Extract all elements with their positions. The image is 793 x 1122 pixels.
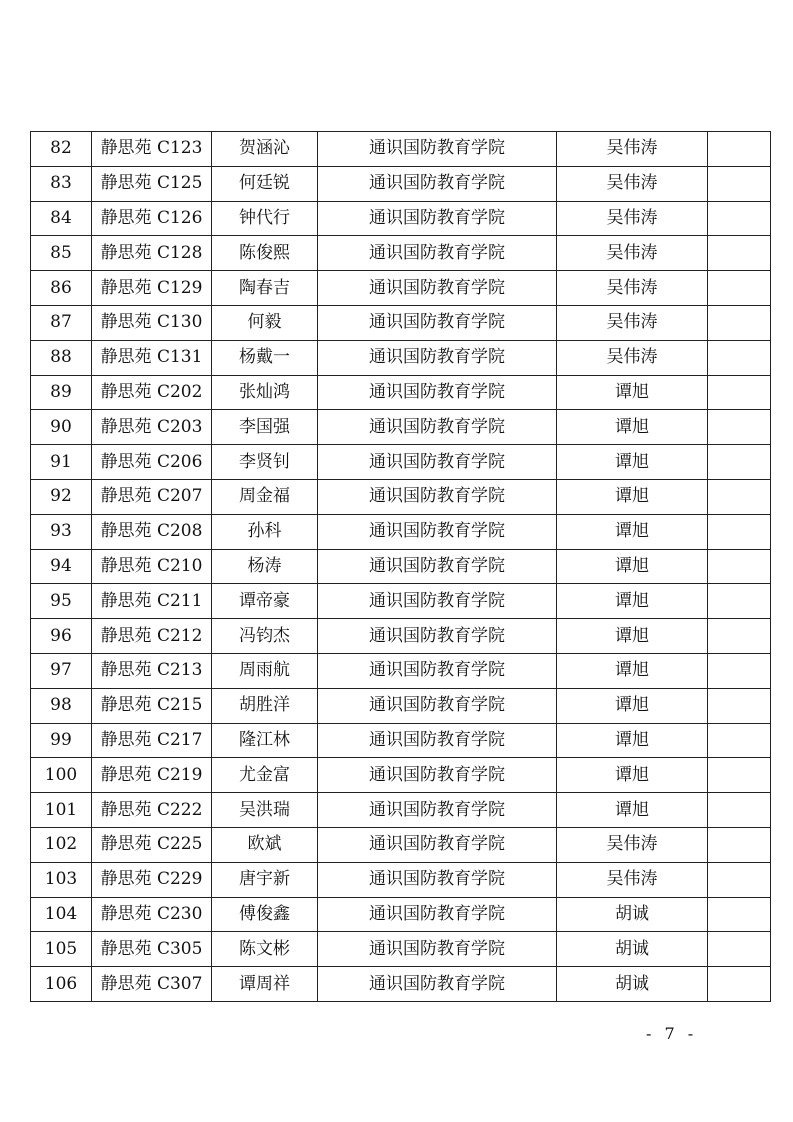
table-row bbox=[31, 132, 771, 167]
college-cell: 通识国防教育学院 bbox=[318, 619, 557, 654]
student-name-cell: 欧斌 bbox=[212, 827, 318, 862]
counselor-cell: 谭旭 bbox=[557, 688, 708, 723]
note-cell bbox=[708, 688, 771, 723]
table-row bbox=[31, 653, 771, 688]
student-name-cell: 尤金富 bbox=[212, 758, 318, 793]
room-cell: 静思苑 C128 bbox=[92, 236, 212, 271]
roster-table bbox=[30, 131, 771, 1002]
table-row bbox=[31, 619, 771, 654]
college-cell: 通识国防教育学院 bbox=[318, 897, 557, 932]
table-row bbox=[31, 166, 771, 201]
room-cell: 静思苑 C213 bbox=[92, 653, 212, 688]
note-cell bbox=[708, 619, 771, 654]
row-number-cell: 87 bbox=[31, 305, 92, 340]
note-cell bbox=[708, 827, 771, 862]
counselor-cell: 吴伟涛 bbox=[557, 166, 708, 201]
student-name-cell: 唐宇新 bbox=[212, 862, 318, 897]
note-cell bbox=[708, 653, 771, 688]
row-number-cell: 86 bbox=[31, 271, 92, 306]
row-number-cell: 93 bbox=[31, 514, 92, 549]
college-cell: 通识国防教育学院 bbox=[318, 653, 557, 688]
room-cell: 静思苑 C217 bbox=[92, 723, 212, 758]
note-cell bbox=[708, 897, 771, 932]
college-cell: 通识国防教育学院 bbox=[318, 236, 557, 271]
college-cell: 通识国防教育学院 bbox=[318, 514, 557, 549]
student-name-cell: 谭帝豪 bbox=[212, 584, 318, 619]
row-number-cell: 97 bbox=[31, 653, 92, 688]
student-name-cell: 谭周祥 bbox=[212, 967, 318, 1002]
college-cell: 通识国防教育学院 bbox=[318, 827, 557, 862]
room-cell: 静思苑 C207 bbox=[92, 479, 212, 514]
row-number-cell: 104 bbox=[31, 897, 92, 932]
note-cell bbox=[708, 132, 771, 167]
note-cell bbox=[708, 514, 771, 549]
room-cell: 静思苑 C219 bbox=[92, 758, 212, 793]
row-number-cell: 105 bbox=[31, 932, 92, 967]
note-cell bbox=[708, 862, 771, 897]
table-row bbox=[31, 445, 771, 480]
row-number-cell: 82 bbox=[31, 132, 92, 167]
college-cell: 通识国防教育学院 bbox=[318, 862, 557, 897]
room-cell: 静思苑 C210 bbox=[92, 549, 212, 584]
note-cell bbox=[708, 410, 771, 445]
table-row bbox=[31, 897, 771, 932]
note-cell bbox=[708, 375, 771, 410]
college-cell: 通识国防教育学院 bbox=[318, 932, 557, 967]
counselor-cell: 谭旭 bbox=[557, 619, 708, 654]
row-number-cell: 95 bbox=[31, 584, 92, 619]
room-cell: 静思苑 C212 bbox=[92, 619, 212, 654]
table-row bbox=[31, 932, 771, 967]
room-cell: 静思苑 C206 bbox=[92, 445, 212, 480]
note-cell bbox=[708, 584, 771, 619]
student-name-cell: 冯钧杰 bbox=[212, 619, 318, 654]
row-number-cell: 98 bbox=[31, 688, 92, 723]
college-cell: 通识国防教育学院 bbox=[318, 793, 557, 828]
college-cell: 通识国防教育学院 bbox=[318, 479, 557, 514]
college-cell: 通识国防教育学院 bbox=[318, 723, 557, 758]
student-name-cell: 何毅 bbox=[212, 305, 318, 340]
college-cell: 通识国防教育学院 bbox=[318, 340, 557, 375]
student-name-cell: 张灿鸿 bbox=[212, 375, 318, 410]
note-cell bbox=[708, 967, 771, 1002]
row-number-cell: 89 bbox=[31, 375, 92, 410]
room-cell: 静思苑 C211 bbox=[92, 584, 212, 619]
room-cell: 静思苑 C305 bbox=[92, 932, 212, 967]
room-cell: 静思苑 C208 bbox=[92, 514, 212, 549]
counselor-cell: 吴伟涛 bbox=[557, 201, 708, 236]
student-name-cell: 傅俊鑫 bbox=[212, 897, 318, 932]
room-cell: 静思苑 C129 bbox=[92, 271, 212, 306]
college-cell: 通识国防教育学院 bbox=[318, 758, 557, 793]
note-cell bbox=[708, 445, 771, 480]
room-cell: 静思苑 C131 bbox=[92, 340, 212, 375]
counselor-cell: 吴伟涛 bbox=[557, 132, 708, 167]
note-cell bbox=[708, 201, 771, 236]
student-name-cell: 陈俊熙 bbox=[212, 236, 318, 271]
table-row bbox=[31, 967, 771, 1002]
counselor-cell: 谭旭 bbox=[557, 410, 708, 445]
room-cell: 静思苑 C203 bbox=[92, 410, 212, 445]
row-number-cell: 90 bbox=[31, 410, 92, 445]
table-row bbox=[31, 758, 771, 793]
college-cell: 通识国防教育学院 bbox=[318, 584, 557, 619]
counselor-cell: 谭旭 bbox=[557, 479, 708, 514]
note-cell bbox=[708, 549, 771, 584]
room-cell: 静思苑 C229 bbox=[92, 862, 212, 897]
student-name-cell: 杨戴一 bbox=[212, 340, 318, 375]
counselor-cell: 吴伟涛 bbox=[557, 862, 708, 897]
row-number-cell: 102 bbox=[31, 827, 92, 862]
note-cell bbox=[708, 166, 771, 201]
table-row bbox=[31, 201, 771, 236]
college-cell: 通识国防教育学院 bbox=[318, 132, 557, 167]
table-row bbox=[31, 271, 771, 306]
row-number-cell: 83 bbox=[31, 166, 92, 201]
table-row bbox=[31, 827, 771, 862]
note-cell bbox=[708, 723, 771, 758]
room-cell: 静思苑 C130 bbox=[92, 305, 212, 340]
counselor-cell: 吴伟涛 bbox=[557, 236, 708, 271]
counselor-cell: 胡诚 bbox=[557, 932, 708, 967]
row-number-cell: 99 bbox=[31, 723, 92, 758]
table-row bbox=[31, 410, 771, 445]
student-name-cell: 隆江林 bbox=[212, 723, 318, 758]
table-row bbox=[31, 375, 771, 410]
table-row bbox=[31, 723, 771, 758]
counselor-cell: 吴伟涛 bbox=[557, 271, 708, 306]
table-row bbox=[31, 236, 771, 271]
college-cell: 通识国防教育学院 bbox=[318, 445, 557, 480]
row-number-cell: 92 bbox=[31, 479, 92, 514]
counselor-cell: 谭旭 bbox=[557, 793, 708, 828]
college-cell: 通识国防教育学院 bbox=[318, 305, 557, 340]
table-row bbox=[31, 340, 771, 375]
row-number-cell: 85 bbox=[31, 236, 92, 271]
college-cell: 通识国防教育学院 bbox=[318, 166, 557, 201]
note-cell bbox=[708, 236, 771, 271]
counselor-cell: 谭旭 bbox=[557, 758, 708, 793]
room-cell: 静思苑 C307 bbox=[92, 967, 212, 1002]
table-row bbox=[31, 549, 771, 584]
note-cell bbox=[708, 271, 771, 306]
student-name-cell: 贺涵沁 bbox=[212, 132, 318, 167]
room-cell: 静思苑 C123 bbox=[92, 132, 212, 167]
room-cell: 静思苑 C202 bbox=[92, 375, 212, 410]
student-name-cell: 周雨航 bbox=[212, 653, 318, 688]
room-cell: 静思苑 C125 bbox=[92, 166, 212, 201]
student-name-cell: 李贤钊 bbox=[212, 445, 318, 480]
row-number-cell: 94 bbox=[31, 549, 92, 584]
row-number-cell: 91 bbox=[31, 445, 92, 480]
student-name-cell: 李国强 bbox=[212, 410, 318, 445]
counselor-cell: 吴伟涛 bbox=[557, 827, 708, 862]
student-name-cell: 吴洪瑞 bbox=[212, 793, 318, 828]
college-cell: 通识国防教育学院 bbox=[318, 201, 557, 236]
counselor-cell: 谭旭 bbox=[557, 445, 708, 480]
note-cell bbox=[708, 758, 771, 793]
table-row bbox=[31, 514, 771, 549]
room-cell: 静思苑 C222 bbox=[92, 793, 212, 828]
college-cell: 通识国防教育学院 bbox=[318, 375, 557, 410]
table-row bbox=[31, 688, 771, 723]
student-name-cell: 杨涛 bbox=[212, 549, 318, 584]
room-cell: 静思苑 C215 bbox=[92, 688, 212, 723]
student-name-cell: 钟代行 bbox=[212, 201, 318, 236]
row-number-cell: 101 bbox=[31, 793, 92, 828]
student-name-cell: 胡胜洋 bbox=[212, 688, 318, 723]
note-cell bbox=[708, 305, 771, 340]
row-number-cell: 100 bbox=[31, 758, 92, 793]
row-number-cell: 106 bbox=[31, 967, 92, 1002]
counselor-cell: 谭旭 bbox=[557, 375, 708, 410]
college-cell: 通识国防教育学院 bbox=[318, 549, 557, 584]
note-cell bbox=[708, 793, 771, 828]
counselor-cell: 谭旭 bbox=[557, 653, 708, 688]
note-cell bbox=[708, 479, 771, 514]
counselor-cell: 胡诚 bbox=[557, 897, 708, 932]
row-number-cell: 96 bbox=[31, 619, 92, 654]
student-name-cell: 孙科 bbox=[212, 514, 318, 549]
row-number-cell: 103 bbox=[31, 862, 92, 897]
table-row bbox=[31, 862, 771, 897]
student-name-cell: 陶春吉 bbox=[212, 271, 318, 306]
room-cell: 静思苑 C230 bbox=[92, 897, 212, 932]
student-name-cell: 陈文彬 bbox=[212, 932, 318, 967]
counselor-cell: 谭旭 bbox=[557, 549, 708, 584]
table-row bbox=[31, 305, 771, 340]
table-row bbox=[31, 584, 771, 619]
table-row bbox=[31, 479, 771, 514]
counselor-cell: 胡诚 bbox=[557, 967, 708, 1002]
student-name-cell: 周金福 bbox=[212, 479, 318, 514]
counselor-cell: 谭旭 bbox=[557, 723, 708, 758]
row-number-cell: 84 bbox=[31, 201, 92, 236]
page-number: - 7 - bbox=[646, 1024, 698, 1043]
counselor-cell: 谭旭 bbox=[557, 584, 708, 619]
room-cell: 静思苑 C225 bbox=[92, 827, 212, 862]
note-cell bbox=[708, 340, 771, 375]
note-cell bbox=[708, 932, 771, 967]
table-row bbox=[31, 793, 771, 828]
college-cell: 通识国防教育学院 bbox=[318, 410, 557, 445]
counselor-cell: 吴伟涛 bbox=[557, 305, 708, 340]
college-cell: 通识国防教育学院 bbox=[318, 967, 557, 1002]
room-cell: 静思苑 C126 bbox=[92, 201, 212, 236]
counselor-cell: 吴伟涛 bbox=[557, 340, 708, 375]
counselor-cell: 谭旭 bbox=[557, 514, 708, 549]
college-cell: 通识国防教育学院 bbox=[318, 688, 557, 723]
student-name-cell: 何廷锐 bbox=[212, 166, 318, 201]
college-cell: 通识国防教育学院 bbox=[318, 271, 557, 306]
row-number-cell: 88 bbox=[31, 340, 92, 375]
roster-table-body bbox=[31, 132, 771, 1002]
